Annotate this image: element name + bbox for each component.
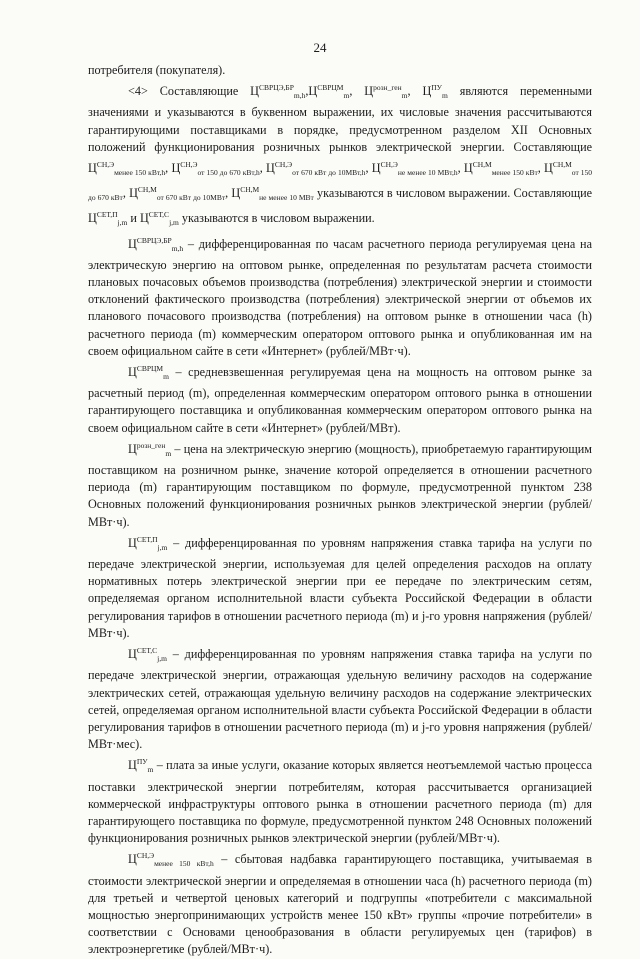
formula-symbol: $Ц^{ПУ}_m$ [128,757,154,775]
formula-symbol: $Ц^{СН,М}_{менее 150 кВт}$ [463,160,538,178]
formula-symbol: $Ц^{СВРЦМ}_m$ [308,83,350,101]
formula-symbol: $Ц^{СН,М}_{от 670 кВт до 10МВт}$ [129,185,226,203]
formula-symbol: $Ц^{ПУ}_m$ [422,83,448,101]
formula-symbol: $Ц^{СН,М}_{не менее 10 МВт}$ [231,185,314,203]
paragraph-note-4: <4> Составляющие $Ц^{СВРЦЭ,БР}_{m,h},Ц^{СВРЦМ}_m$, $Ц^{розн\_ген}_m$, $Ц^{ПУ}_m$ являются переменными значениями и указываются в буквенном выражении, их числовые значения рассчитываются гарантирующими поставщиками в порядке, предусмотренном разделом XII Основных положений функционирования розничных рынков электрической энергии. Составляющие $Ц^{СН,Э}_{менее 150 кВт,h}$, $Ц^{СН,Э}_{от 150 до 670 кВт,h}$, $Ц^{СН,Э}_{от 670 кВт до 10МВт,h}$, $Ц^{СН,Э}_{не менее 10 МВт,h}$, $Ц^{СН,М}_{менее 150 кВт}$, $Ц^{СН,М}_{от 150 до 670 кВт}$, $Ц^{СН,М}_{от 670 кВт до 10МВт}$, $Ц^{СН,М}_{не менее 10 МВт}$ указываются в числовом выражении. Составляющие $Ц^{СЕТ,П}_{j,m}$ и $Ц^{СЕТ,С}_{j,m}$ указываются в числовом выражении. [88,83,593,228]
formula-symbol: $Ц^{СЕТ,С}_{j,m}$ [128,646,167,664]
formula-symbol: $Ц^{СН,Э}_{от 670 кВт до 10МВт,h}$ [266,160,366,178]
formula-symbol: $Ц^{розн\_ген}_m$ [128,440,172,458]
paragraph-def-sales-markup: $Ц^{СН,Э}_{менее 150 кВт,h}$ – сбытовая надбавка гарантирующего поставщика, учитываемая в стоимости электрической энергии и определяемая в отношении часа (h) расчетного периода (m) для третьей и четвертой ценовых категорий и подгруппы «потребители с максимальной мощностью энергопринимающих устройств менее 150 кВт» группы «прочие потребители» в соответствии с Основами ценообразования в области регулируемых цен (тарифов) в электроэнергетике (рублей/МВт·ч). [88,851,593,957]
document-body [88,62,592,959]
formula-symbol: $Ц^{розн\_ген}_m$ [364,83,408,101]
formula-symbol: $Ц^{СН,Э}_{менее 150 кВт,h}$ [88,160,166,178]
formula-symbol: $Ц^{СН,Э}_{от 150 до 670 кВт,h}$ [171,160,260,178]
paragraph-def-other-services-fee: $Ц^{ПУ}_m$ – плата за иные услуги, оказание которых является неотъемлемой частью процесса поставки электрической энергии потребителям, которая рассчитывается организацией коммерческой инфраструктуры оптового рынка в отношении расчетного периода (m) для гарантирующего поставщика по формуле, предусмотренной пунктом 248 Основных положений функционирования розничных рынков электрической энергии (рублей/МВт·ч). [88,757,592,846]
formula-symbol: $Ц^{СН,Э}_{не менее 10 МВт,h}$ [371,160,458,178]
paragraph-def-loss-tariff: $Ц^{СЕТ,П}_{j,m}$ – дифференцированная по уровням напряжения ставка тарифа на услуги по передаче электрической энергии, используемая для целей определения расходов на оплату нормативных потерь электрической энергии при ее передаче по электрическим сетям, определяемая органом исполнительной власти субъекта Российской Федерации в области регулирования тарифов в отношении расчетного периода (m) и j-го уровня напряжения (рублей/МВт·ч). [88,534,592,640]
paragraph-continuation: потребителя (покупателя). [88,63,226,77]
formula-symbol: $Ц^{СН,Э}_{менее 150 кВт,h}$ [128,851,214,869]
formula-symbol: $Ц^{СЕТ,П}_{j,m}$ [88,210,128,228]
formula-symbol: $Ц^{СЕТ,П}_{j,m}$ [128,534,168,552]
paragraph-def-maintenance-tariff: $Ц^{СЕТ,С}_{j,m}$ – дифференцированная по уровням напряжения ставка тарифа на услуги по передаче электрической энергии, отражающая удельную величину расходов на содержание электрических сетей, отражающая удельную величину расходов на содержание электрических сетей, определяемая органом исполнительной власти субъекта Российской Федерации в области регулирования тарифов в отношении расчетного периода (m) и j-го уровня напряжения (рублей/МВт·мес). [88,646,592,752]
paragraph-def-wholesale-energy-price: $Ц^{СВРЦЭ,БР}_{m,h}$ – дифференцированная по часам расчетного периода регулируемая цена на электрическую энергию на оптовом рынке, определенная по результатам расчета стоимости плановых почасовых объемов производства (потребления) электрической энергии и стоимости отклонений фактического производства (потребления) электрической энергии от объемов их планового почасового производства (потребления) на оптовом рынке в отношении часа (h) расчетного периода (m) коммерческим оператором оптового рынка и опубликованная им на своем официальном сайте в сети «Интернет» (рублей/МВт·ч). [88,235,592,358]
paragraph-def-capacity-price: $Ц^{СВРЦМ}_m$ – средневзвешенная регулируемая цена на мощность на оптовом рынке за расчетный период (m), определенная коммерческим оператором оптового рынка в отношении гарантирующего поставщика и опубликованная коммерческим оператором оптового рынка на своем официальном сайте в сети «Интернет» (рублей/МВт). [88,364,592,435]
formula-symbol: $Ц^{СВРЦМ}_m$ [128,364,169,382]
formula-symbol: $Ц^{СЕТ,С}_{j,m}$ [139,210,179,228]
formula-symbol: $Ц^{СВРЦЭ,БР}_{m,h}$ [128,235,184,253]
page-number: 24 [313,40,327,55]
formula-symbol: $Ц^{СН,М}_{от 150 до 670 кВт}$ [88,160,593,203]
formula-symbol: $Ц^{СВРЦЭ,БР}_{m,h}$ [250,83,306,101]
paragraph-def-retail-generation-price: $Ц^{розн\_ген}_m$ – цена на электрическую энергию (мощность), приобретаемую гарантирующим поставщиком на розничном рынке, значение которой определяется в отношении расчетного периода (m) гарантирующим поставщиком по формуле, предусмотренной пунктом 238 Основных положений функционирования розничных рынков электрической энергии (рублей/МВт·ч). [88,440,592,529]
